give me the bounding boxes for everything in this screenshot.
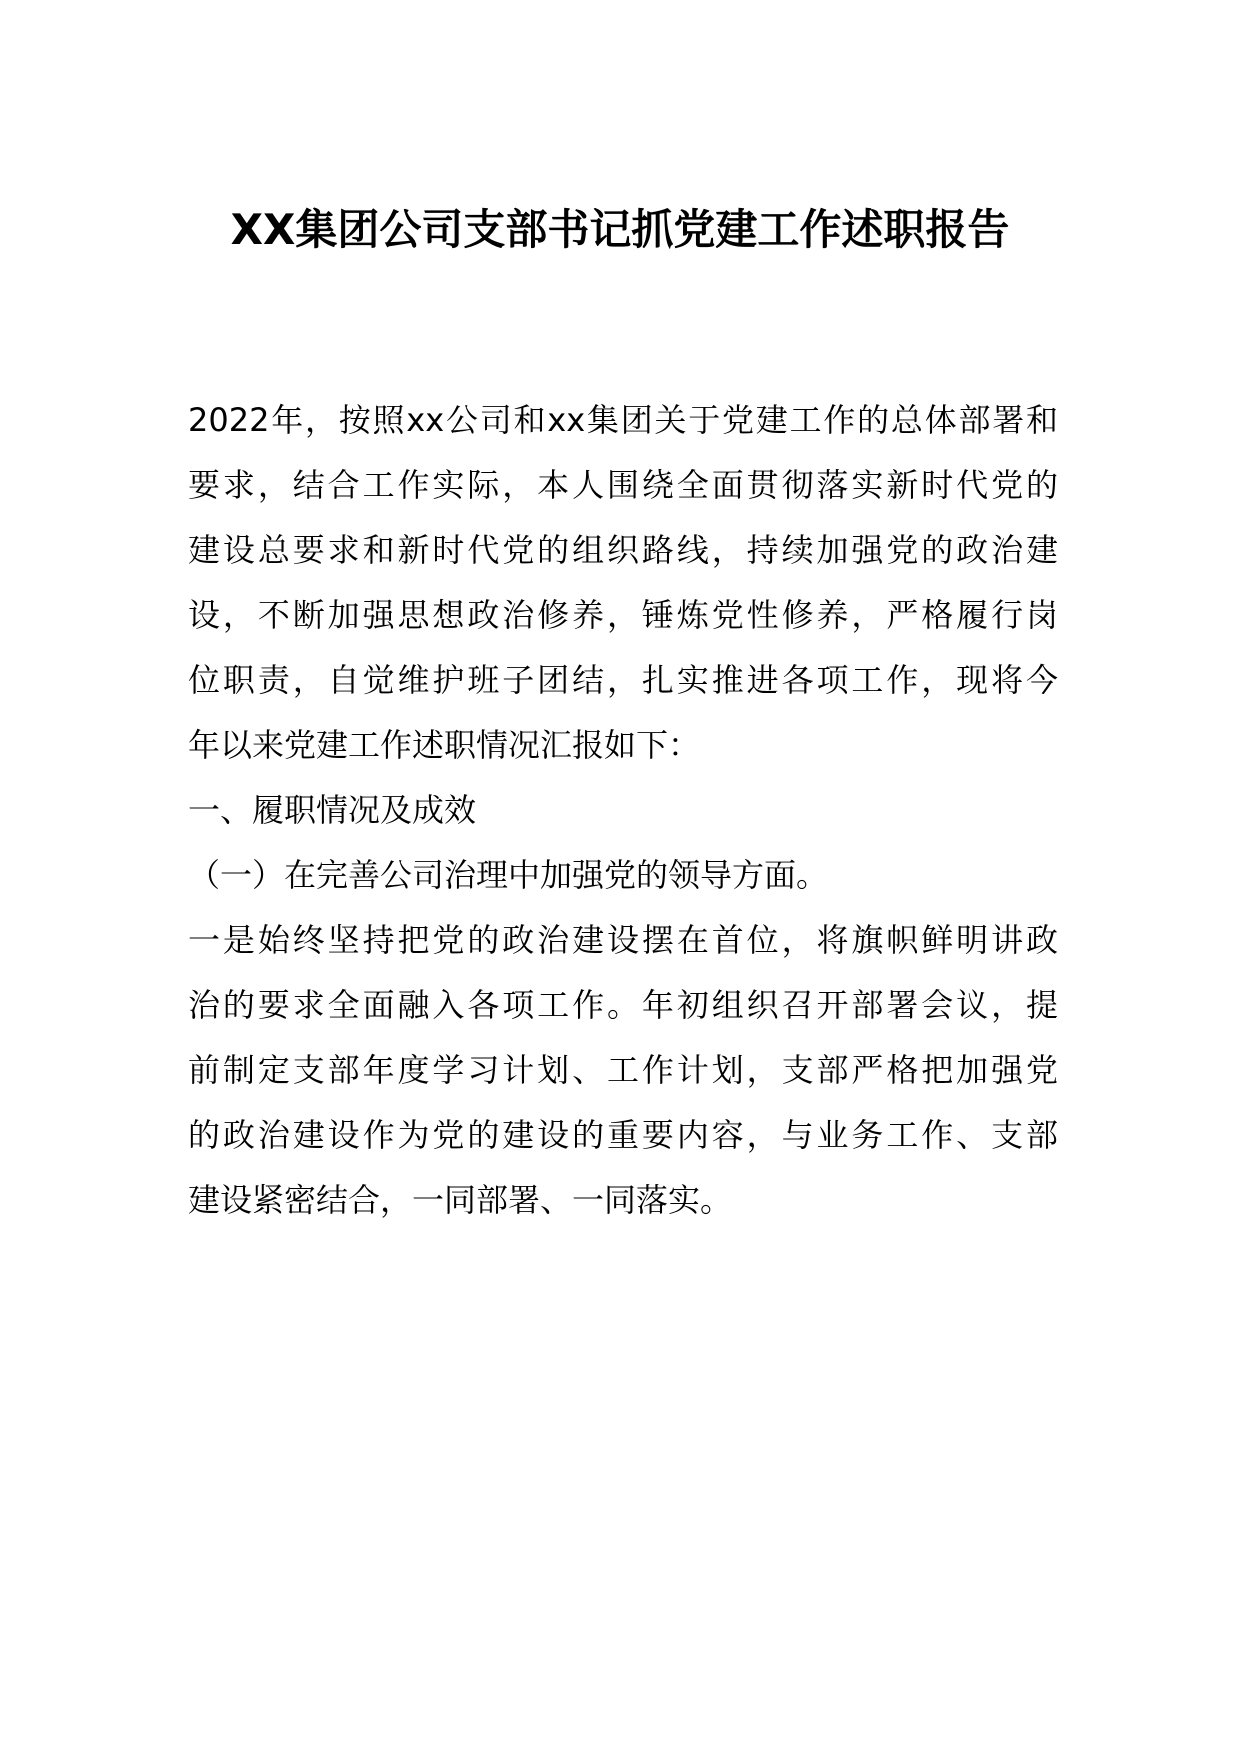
paragraph-political-building	[188, 908, 1058, 1233]
document-body	[188, 388, 1058, 1233]
text-line: 的政治建设作为党的建设的重要内容，与业务工作、支部	[188, 1116, 1058, 1154]
text-line: 2022年，按照xx公司和xx集团关于党建工作的总体部署和	[188, 401, 1058, 439]
text-line: 前制定支部年度学习计划、工作计划，支部严格把加强党	[188, 1051, 1058, 1089]
text-line: 一是始终坚持把党的政治建设摆在首位，将旗帜鲜明讲政	[188, 921, 1058, 959]
text-line: 位职责，自觉维护班子团结，扎实推进各项工作，现将今	[188, 661, 1058, 699]
text-line: 建设总要求和新时代党的组织路线，持续加强党的政治建	[188, 531, 1058, 569]
text-line: 设，不断加强思想政治修养，锤炼党性修养，严格履行岗	[188, 596, 1058, 634]
text-line: 建设紧密结合，一同部署、一同落实。	[188, 1181, 733, 1219]
subsection-heading: （一）在完善公司治理中加强党的领导方面。	[188, 856, 829, 894]
text-line: 治的要求全面融入各项工作。年初组织召开部署会议，提	[188, 986, 1058, 1024]
text-line: 年以来党建工作述职情况汇报如下：	[188, 726, 701, 764]
paragraph-intro	[188, 388, 1058, 778]
document-title: XX集团公司支部书记抓党建工作述职报告	[230, 205, 1010, 254]
section-heading: 一、履职情况及成效	[188, 791, 477, 829]
text-line: 要求，结合工作实际，本人围绕全面贯彻落实新时代党的	[188, 466, 1058, 504]
